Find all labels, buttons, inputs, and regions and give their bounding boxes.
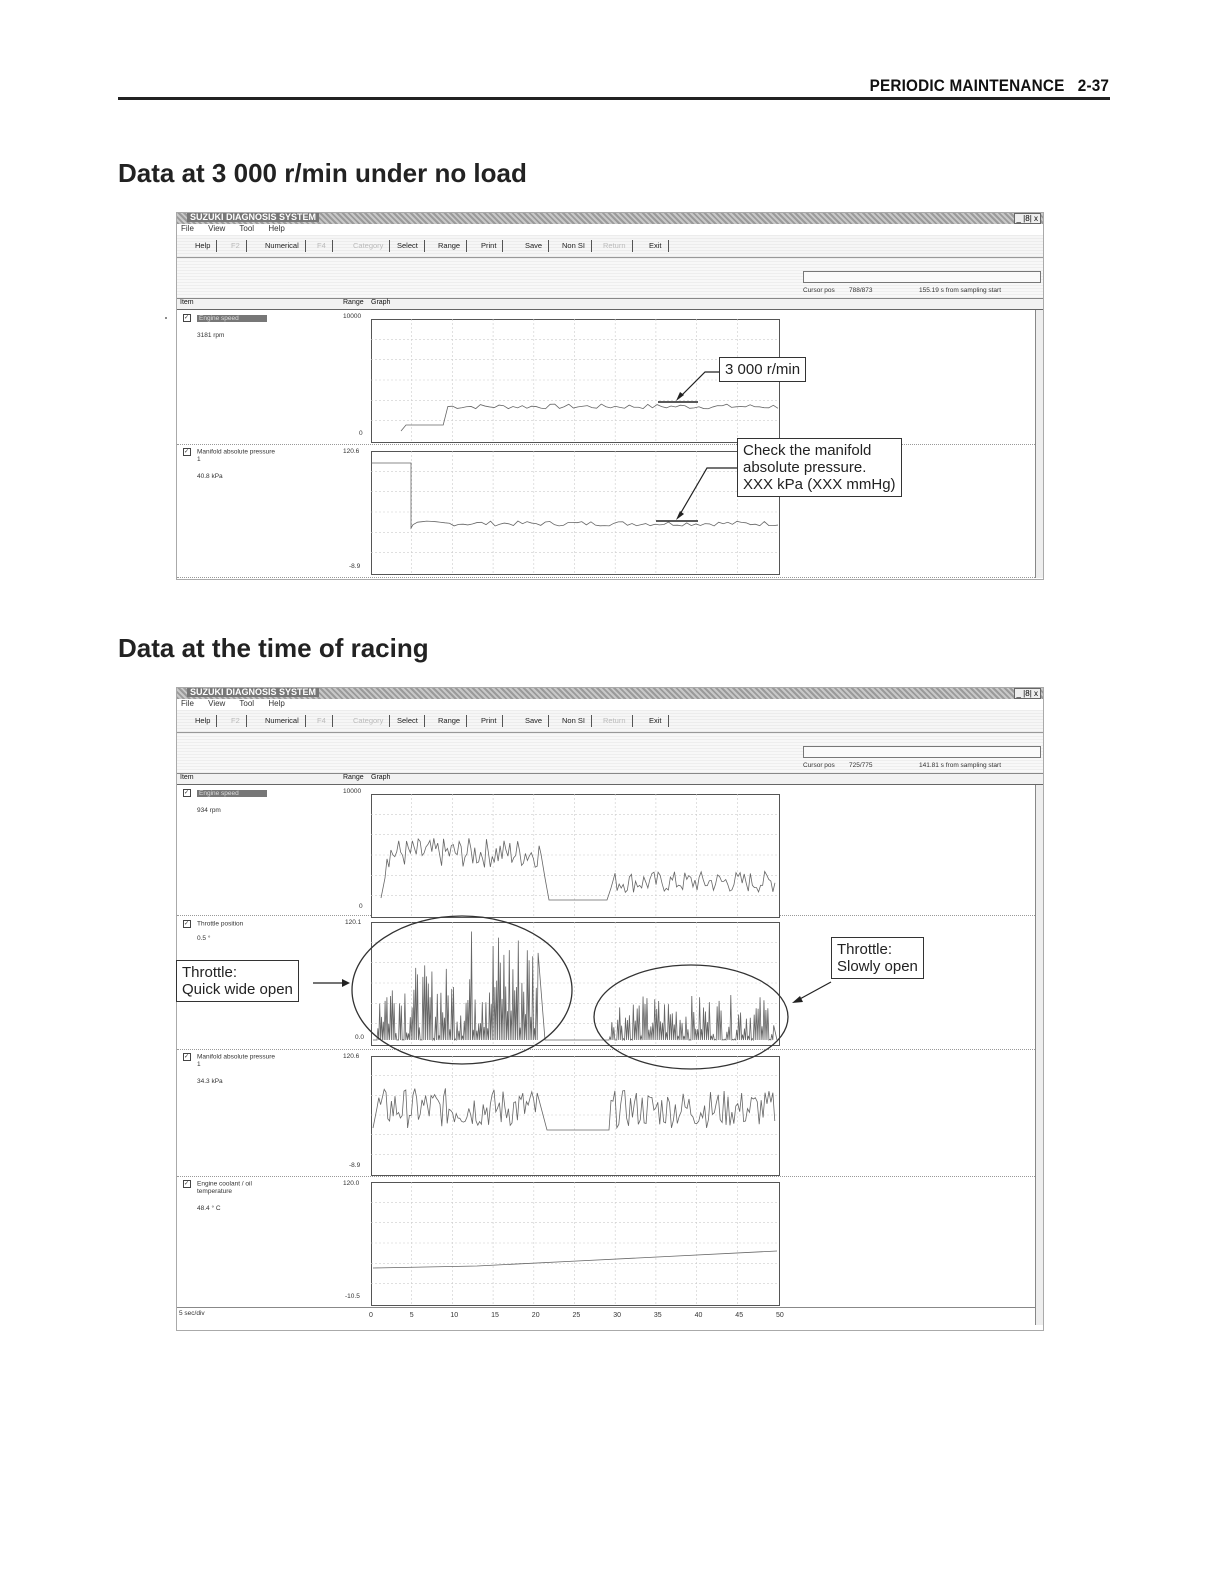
x-tick-label: 0 <box>369 1312 373 1319</box>
item-value-engine-speed: 934 rpm <box>197 807 221 814</box>
x-tick-label: 15 <box>491 1312 499 1319</box>
window-controls[interactable]: _ |8| x <box>1014 688 1042 699</box>
window-title: SUZUKI DIAGNOSIS SYSTEM <box>187 212 319 222</box>
x-tick-label: 30 <box>613 1312 621 1319</box>
x-tick-label: 25 <box>572 1312 581 1319</box>
ellipse-slow-open <box>594 965 788 1069</box>
item-name-engine-speed[interactable]: Engine speed <box>197 790 267 797</box>
cursor-pos-value: 788/873 <box>849 287 873 294</box>
callout-rpm: 3 000 r/min <box>719 357 806 382</box>
toolbar-f4-button[interactable]: F4 <box>309 715 333 727</box>
item-name2: 1 <box>197 456 201 463</box>
item-value-manifold-pressure: 40.8 kPa <box>197 473 223 480</box>
x-tick-label: 35 <box>653 1312 662 1319</box>
toolbar-exit-button[interactable]: Exit <box>641 715 669 727</box>
dot-mark <box>165 317 167 319</box>
item-name-engine-speed[interactable]: Engine speed <box>197 315 267 322</box>
toolbar-return-button[interactable]: Return <box>595 715 633 727</box>
ellipse-quick-open <box>352 916 572 1064</box>
leader-line <box>679 468 737 516</box>
cursor-pos-value: 725/775 <box>849 762 873 769</box>
range-max: 120.6 <box>343 1053 360 1060</box>
arrow-head <box>676 511 684 520</box>
range-max: 10000 <box>343 788 362 795</box>
toolbar-print-button[interactable]: Print <box>473 715 503 727</box>
arrow-head <box>792 996 803 1003</box>
range-min: 0 <box>359 903 363 910</box>
menu-help[interactable]: Help <box>268 699 285 708</box>
leader-line <box>798 982 831 1000</box>
col-item: Item <box>180 299 194 306</box>
item-name-throttle[interactable]: Throttle position <box>197 920 244 928</box>
menu-file[interactable]: File <box>181 699 194 708</box>
toolbar-exit-button[interactable]: Exit <box>641 240 669 252</box>
item-value-manifold-pressure: 34.3 kPa <box>197 1078 223 1085</box>
toolbar-save-button[interactable]: Save <box>517 715 549 727</box>
toolbar-f2-button[interactable]: F2 <box>223 240 247 252</box>
callout-slow-line1: Throttle: <box>837 941 893 958</box>
header-page-number: 2-37 <box>1077 76 1109 95</box>
range-min: -8.9 <box>349 1162 361 1169</box>
toolbar-help-button[interactable]: Help <box>187 240 217 252</box>
toolbar-numerical-button[interactable]: Numerical <box>257 715 306 727</box>
x-tick-label: 40 <box>694 1312 703 1319</box>
menu-view[interactable]: View <box>208 699 226 708</box>
toolbar-nonsi-button[interactable]: Non SI <box>554 715 592 727</box>
sampling-time: 141.81 s from sampling start <box>919 762 1002 769</box>
time-per-division: 5 sec/div <box>179 1310 205 1317</box>
toolbar-nonsi-button[interactable]: Non SI <box>554 240 592 252</box>
item-name-coolant-temp[interactable]: Engine coolant / oil <box>197 1180 252 1188</box>
range-max: 120.6 <box>343 448 360 455</box>
range-max: 10000 <box>343 313 362 320</box>
col-range: Range <box>343 774 364 781</box>
item-name-manifold-pressure[interactable]: Manifold absolute pressure <box>197 1053 276 1061</box>
menu-help[interactable]: Help <box>268 224 285 233</box>
toolbar-select-button[interactable]: Select <box>389 715 425 727</box>
arrow-head <box>342 979 350 987</box>
x-tick-label: 50 <box>776 1312 784 1319</box>
x-tick-label: 20 <box>531 1312 540 1319</box>
arrow-head <box>676 392 684 401</box>
window-title: SUZUKI DIAGNOSIS SYSTEM <box>187 687 319 697</box>
col-graph: Graph <box>371 299 391 306</box>
range-min: -10.5 <box>345 1293 360 1300</box>
x-tick-label: 45 <box>735 1312 744 1319</box>
window-controls[interactable]: _ |8| x <box>1014 213 1042 224</box>
col-graph: Graph <box>371 774 391 781</box>
range-min: 0 <box>359 430 363 437</box>
callout-quick-line2: Quick wide open <box>182 981 293 998</box>
checkbox-icon[interactable]: ✓ <box>184 315 190 321</box>
cursor-pos-label: Cursor pos <box>803 762 835 769</box>
x-tick-label: 10 <box>450 1312 459 1319</box>
toolbar-return-button[interactable]: Return <box>595 240 633 252</box>
section1-title: Data at 3 000 r/min under no load <box>118 158 527 188</box>
item-value-coolant-temp: 48.4 ° C <box>197 1205 221 1212</box>
toolbar-range-button[interactable]: Range <box>430 240 467 252</box>
checkbox-icon[interactable]: ✓ <box>184 921 190 927</box>
toolbar-print-button[interactable]: Print <box>473 240 503 252</box>
range-min: -8.9 <box>349 563 361 570</box>
toolbar-f2-button[interactable]: F2 <box>223 715 247 727</box>
x-tick-label: 5 <box>409 1312 414 1319</box>
range-min: 0.0 <box>355 1034 365 1041</box>
toolbar-select-button[interactable]: Select <box>389 240 425 252</box>
toolbar-f4-button[interactable]: F4 <box>309 240 333 252</box>
callout-manifold-line2: absolute pressure. <box>743 459 867 476</box>
cursor-pos-label: Cursor pos <box>803 287 835 294</box>
checkbox-icon[interactable]: ✓ <box>184 1181 190 1187</box>
toolbar-category-button[interactable]: Category <box>345 240 390 252</box>
sampling-time: 155.19 s from sampling start <box>919 287 1002 294</box>
toolbar-range-button[interactable]: Range <box>430 715 467 727</box>
callout-slow-line2: Slowly open <box>837 958 918 975</box>
item-name-manifold-pressure[interactable]: Manifold absolute pressure <box>197 448 276 456</box>
item-value-throttle: 0.5 ° <box>197 935 211 942</box>
section2-title: Data at the time of racing <box>118 633 429 663</box>
toolbar-help-button[interactable]: Help <box>187 715 217 727</box>
range-max: 120.0 <box>343 1180 360 1187</box>
callout-manifold-line3: XXX kPa (XXX mmHg) <box>743 476 896 493</box>
col-item: Item <box>180 774 194 781</box>
menu-view[interactable]: View <box>208 224 226 233</box>
menu-tool[interactable]: Tool <box>239 224 255 233</box>
item-name2: 1 <box>197 1061 201 1068</box>
item-name2: temperature <box>197 1188 233 1195</box>
menu-tool[interactable]: Tool <box>239 699 255 708</box>
checkbox-icon[interactable]: ✓ <box>184 1054 190 1060</box>
callout-quick-line1: Throttle: <box>182 964 238 981</box>
header-section: PERIODIC MAINTENANCE <box>869 76 1065 95</box>
toolbar-category-button[interactable]: Category <box>345 715 390 727</box>
leader-line <box>679 372 719 398</box>
checkbox-icon[interactable]: ✓ <box>184 449 190 455</box>
callout-manifold-line1: Check the manifold <box>743 442 872 459</box>
toolbar-save-button[interactable]: Save <box>517 240 549 252</box>
toolbar-numerical-button[interactable]: Numerical <box>257 240 306 252</box>
item-value-engine-speed: 3181 rpm <box>197 332 225 339</box>
col-range: Range <box>343 299 364 306</box>
menu-file[interactable]: File <box>181 224 194 233</box>
checkbox-icon[interactable]: ✓ <box>184 790 190 796</box>
range-max: 120.1 <box>345 919 362 926</box>
